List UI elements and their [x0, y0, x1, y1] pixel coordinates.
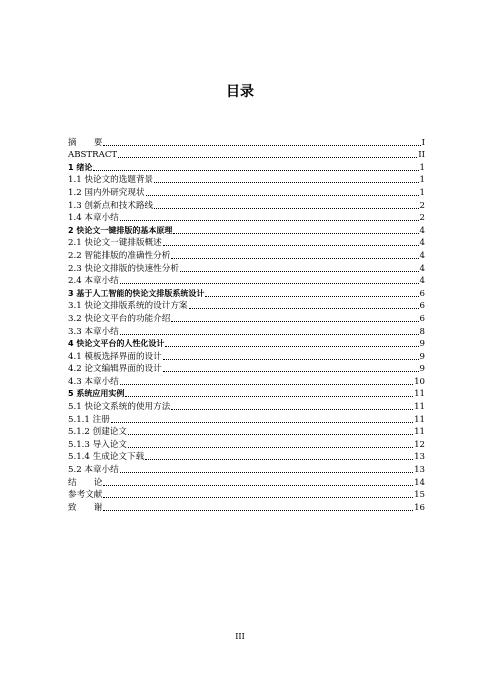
toc-entry — [68, 338, 425, 351]
toc-entry-page: 9 — [419, 364, 425, 375]
toc-entry — [68, 224, 425, 237]
toc-leader — [163, 245, 419, 246]
toc-entry-title: 5.1.2 创建论文 — [68, 427, 127, 438]
toc-leader — [118, 157, 417, 158]
toc-entry-page: I — [421, 137, 425, 148]
toc-entry-page: 13 — [414, 452, 425, 463]
toc-entry-page: 9 — [419, 339, 425, 350]
toc-entry-title: 3.1 快论文排版系统的设计方案 — [68, 301, 188, 312]
toc-leader — [120, 472, 413, 473]
toc-entry-page: 16 — [414, 502, 425, 513]
toc-entry-title: 4.2 论文编辑界面的设计 — [68, 364, 162, 375]
toc-entry — [68, 212, 425, 225]
toc-entry — [68, 413, 425, 426]
toc-entry-title: 4.1 模板选择界面的设计 — [68, 351, 162, 362]
toc-entry-page: 4 — [419, 250, 425, 261]
toc-leader — [93, 170, 418, 171]
toc-leader — [120, 283, 419, 284]
toc-entry — [68, 426, 425, 439]
toc-entry-title: 4.3 本章小结 — [68, 376, 119, 387]
toc-entry — [68, 174, 425, 187]
toc-leader — [128, 434, 413, 435]
toc-leader — [171, 321, 418, 322]
toc-entry — [68, 501, 425, 514]
toc-entry-page: 11 — [414, 427, 425, 438]
toc-entry-page: 1 — [419, 162, 425, 173]
toc-entry-title: 5.1.1 注册 — [68, 414, 110, 425]
toc-entry-title: 摘 要 — [68, 137, 103, 148]
toc-leader — [103, 145, 420, 146]
toc-entry-page: 6 — [419, 301, 425, 312]
toc-entry-title: 1.4 本章小结 — [68, 213, 119, 224]
toc-entry-title: 5 系统应用实例 — [68, 389, 125, 399]
toc-entry-title: 3.2 快论文平台的功能介绍 — [68, 313, 171, 324]
toc-entry-page: 1 — [419, 187, 425, 198]
toc-entry-page: 11 — [414, 402, 425, 413]
toc-leader — [103, 485, 413, 486]
toc-entry — [68, 363, 425, 376]
toc-entry-title: 3.3 本章小结 — [68, 326, 119, 337]
toc-entry — [68, 463, 425, 476]
toc-entry — [68, 149, 425, 162]
toc-entry-page: 8 — [419, 326, 425, 337]
toc-entry-page: 14 — [414, 477, 425, 488]
toc-entry-title: 5.1.4 生成论文下载 — [68, 452, 145, 463]
toc-entry-title: 1.3 创新点和技术路线 — [68, 200, 154, 211]
toc-entry — [68, 388, 425, 401]
toc-entry — [68, 300, 425, 313]
toc-entry-title: 1 绪论 — [68, 162, 93, 172]
toc-entry — [68, 312, 425, 325]
toc-entry-page: 10 — [414, 376, 425, 387]
toc-leader — [189, 308, 419, 309]
toc-entry-page: 2 — [419, 213, 425, 224]
toc-leader — [120, 220, 419, 221]
toc-leader — [165, 346, 418, 347]
toc-entry-title: 1.2 国内外研究现状 — [68, 187, 145, 198]
toc-leader — [120, 334, 419, 335]
page-title: 目录 — [226, 84, 254, 100]
toc-leader — [163, 371, 419, 372]
toc-leader — [125, 396, 413, 397]
toc-entry-page: 6 — [419, 288, 425, 299]
toc-entry — [68, 438, 425, 451]
toc-leader — [120, 384, 413, 385]
toc-entry-title: 5.1.3 导入论文 — [68, 439, 127, 450]
toc-entry-page: 4 — [419, 238, 425, 249]
toc-entry-title: 2 快论文一键排版的基本原理 — [68, 225, 173, 235]
toc-entry-title: 1.1 快论文的选题背景 — [68, 175, 154, 186]
toc-leader — [180, 271, 419, 272]
toc-entry — [68, 262, 425, 275]
toc-entry — [68, 325, 425, 338]
toc-entry — [68, 275, 425, 288]
table-of-contents — [68, 136, 425, 514]
toc-entry-title: 致 谢 — [68, 502, 103, 513]
toc-entry — [68, 161, 425, 174]
toc-entry-title: 3 基于人工智能的快论文排版系统设计 — [68, 288, 205, 298]
toc-entry-page: II — [418, 150, 425, 161]
toc-leader — [154, 208, 418, 209]
toc-entry-page: 11 — [414, 414, 425, 425]
toc-entry — [68, 451, 425, 464]
toc-entry — [68, 249, 425, 262]
toc-entry-title: 2.4 本章小结 — [68, 276, 119, 287]
toc-leader — [146, 195, 419, 196]
toc-leader — [145, 459, 413, 460]
toc-entry-page: 15 — [414, 490, 425, 501]
toc-entry — [68, 186, 425, 199]
toc-entry-title: 2.1 快论文一键排版概述 — [68, 238, 162, 249]
toc-entry — [68, 287, 425, 300]
toc-entry-page: 6 — [419, 313, 425, 324]
toc-entry-page: 2 — [419, 200, 425, 211]
toc-entry — [68, 400, 425, 413]
toc-leader — [111, 422, 413, 423]
toc-entry-title: 2.3 快论文排版的快速性分析 — [68, 263, 179, 274]
toc-entry-title: 4 快论文平台的人性化设计 — [68, 339, 165, 349]
toc-entry-page: 9 — [419, 351, 425, 362]
toc-leader — [103, 510, 413, 511]
toc-leader — [103, 497, 413, 498]
toc-entry-page: 12 — [414, 439, 425, 450]
toc-entry — [68, 199, 425, 212]
toc-leader — [173, 233, 418, 234]
toc-entry — [68, 350, 425, 363]
toc-entry — [68, 237, 425, 250]
toc-entry-page: 11 — [414, 389, 425, 400]
toc-entry-page: 4 — [419, 276, 425, 287]
toc-entry-title: 参考文献 — [68, 490, 103, 501]
toc-entry-page: 1 — [419, 175, 425, 186]
toc-entry — [68, 375, 425, 388]
toc-entry-title: 结 论 — [68, 477, 103, 488]
toc-leader — [171, 258, 418, 259]
toc-leader — [154, 182, 418, 183]
toc-entry-page: 4 — [419, 225, 425, 236]
toc-entry — [68, 489, 425, 502]
toc-entry-title: 2.2 智能排版的准确性分析 — [68, 250, 171, 261]
toc-leader — [205, 296, 418, 297]
toc-entry-page: 4 — [419, 263, 425, 274]
toc-leader — [171, 409, 413, 410]
toc-entry-page: 13 — [414, 465, 425, 476]
toc-entry-title: ABSTRACT — [68, 150, 118, 161]
page-number: III — [235, 632, 245, 641]
toc-entry-title: 5.2 本章小结 — [68, 465, 119, 476]
toc-entry-title: 5.1 快论文系统的使用方法 — [68, 402, 171, 413]
toc-entry — [68, 476, 425, 489]
toc-leader — [163, 359, 419, 360]
toc-entry — [68, 136, 425, 149]
toc-leader — [128, 447, 413, 448]
